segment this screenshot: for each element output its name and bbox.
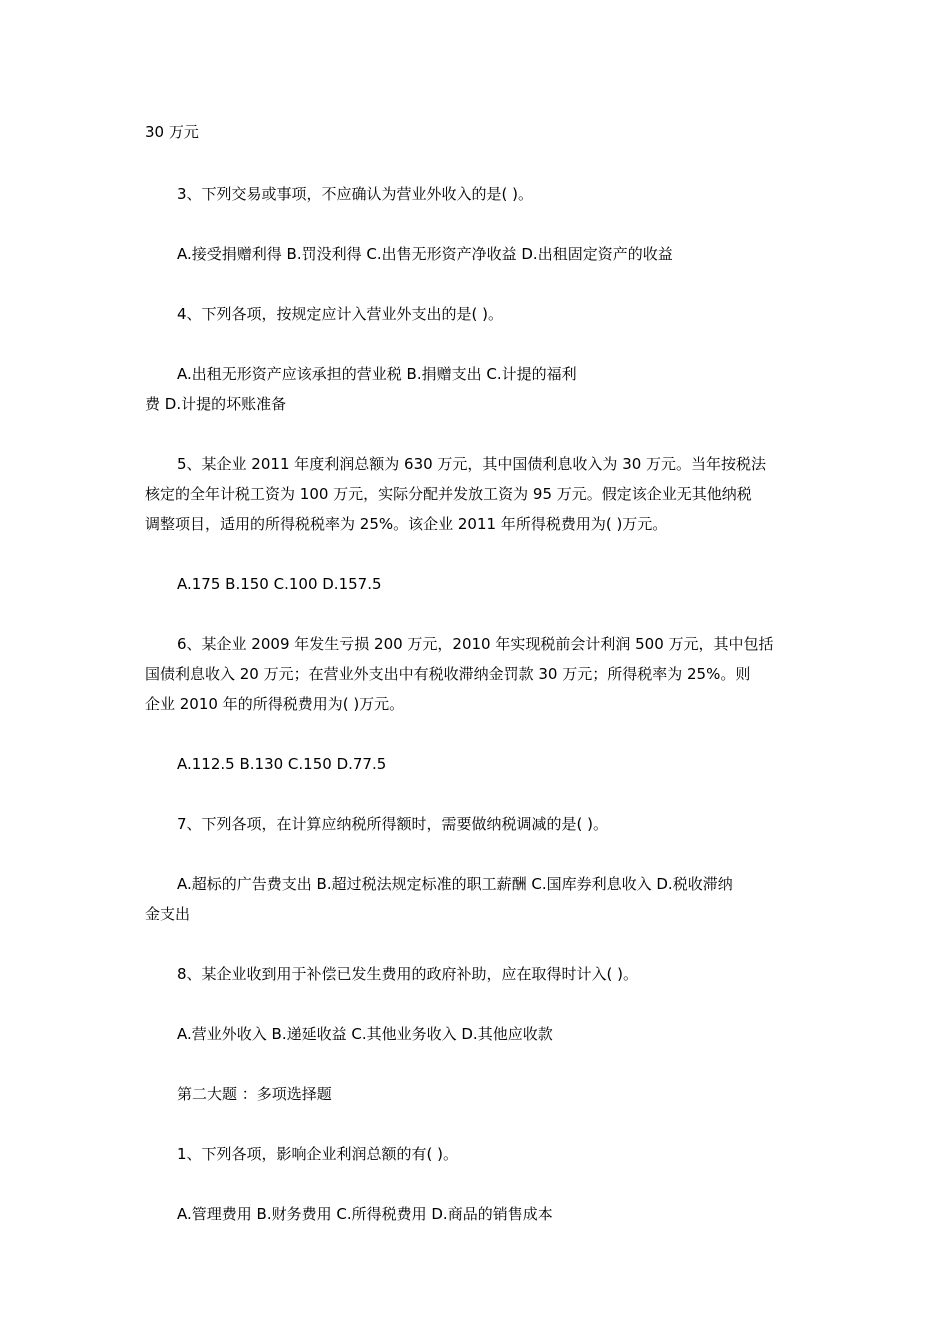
text-line: 30 万元 <box>145 123 199 141</box>
options-4-line2: 费 D.计提的坏账准备 <box>145 395 287 413</box>
question-5-line3: 调整项目，适用的所得税税率为 25%。该企业 2011 年所得税费用为( )万元。 <box>145 515 668 533</box>
section-heading: 第二大题 ：多项选择题 <box>177 1085 332 1103</box>
options-4-line1: A.出租无形资产应该承担的营业税 B.捐赠支出 C.计提的福利 <box>177 365 577 383</box>
options-5: A.175 B.150 C.100 D.157.5 <box>177 575 382 593</box>
options-7-line1: A.超标的广告费支出 B.超过税法规定标准的职工薪酬 C.国库券利息收入 D.税收滞纳 <box>177 875 733 893</box>
options-6: A.112.5 B.130 C.150 D.77.5 <box>177 755 387 773</box>
options-7-line2: 金支出 <box>145 905 191 923</box>
multi-question-1: 1、下列各项，影响企业利润总额的有( )。 <box>177 1145 459 1163</box>
options-3: A.接受捐赠利得 B.罚没利得 C.出售无形资产净收益 D.出租固定资产的收益 <box>177 245 673 263</box>
question-6-line1: 6、某企业 2009 年发生亏损 200 万元，2010 年实现税前会计利润 500 万元，其中包括 <box>177 635 774 653</box>
question-7: 7、下列各项，在计算应纳税所得额时，需要做纳税调减的是( )。 <box>177 815 609 833</box>
question-5-line2: 核定的全年计税工资为 100 万元，实际分配并发放工资为 95 万元。假定该企业无其他纳税 <box>145 485 752 503</box>
options-8: A.营业外收入 B.递延收益 C.其他业务收入 D.其他应收款 <box>177 1025 553 1043</box>
multi-options-1: A.管理费用 B.财务费用 C.所得税费用 D.商品的销售成本 <box>177 1205 553 1223</box>
question-8: 8、某企业收到用于补偿已发生费用的政府补助，应在取得时计入( )。 <box>177 965 639 983</box>
question-6-line2: 国债利息收入 20 万元；在营业外支出中有税收滞纳金罚款 30 万元；所得税率为 25%。则 <box>145 665 751 683</box>
question-5-line1: 5、某企业 2011 年度利润总额为 630 万元，其中国债利息收入为 30 万元。当年按税法 <box>177 455 767 473</box>
question-3: 3、下列交易或事项，不应确认为营业外收入的是( )。 <box>177 185 534 203</box>
question-6-line3: 企业 2010 年的所得税费用为( )万元。 <box>145 695 405 713</box>
question-4: 4、下列各项，按规定应计入营业外支出的是( )。 <box>177 305 504 323</box>
